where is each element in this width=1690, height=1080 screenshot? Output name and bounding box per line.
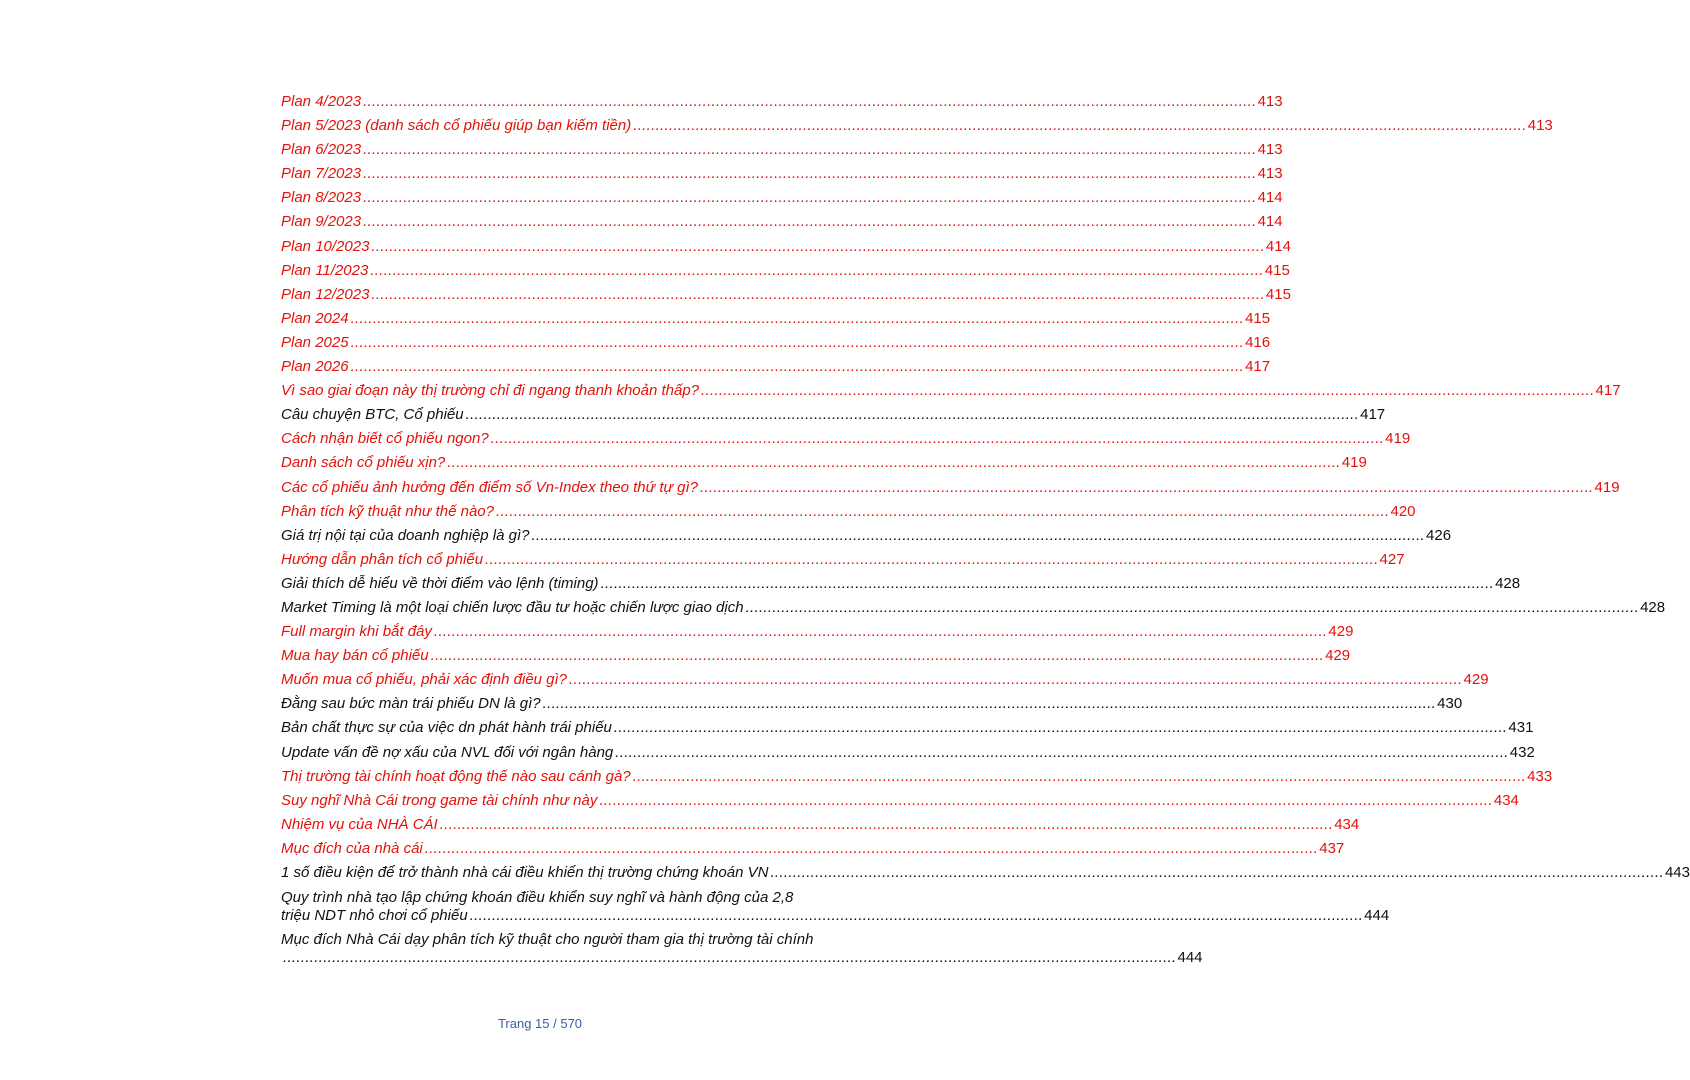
toc-entry-page: 419	[1341, 454, 1367, 472]
dot-leader	[363, 138, 1257, 162]
dot-leader	[569, 668, 1463, 692]
page-footer	[0, 1016, 1080, 1031]
dot-leader	[434, 620, 1328, 644]
toc-entry-title: Suy nghĩ Nhà Cái trong game tài chính như này	[281, 791, 598, 809]
toc-entry-title: Plan 10/2023	[281, 237, 370, 255]
toc-entry-title: Câu chuyện BTC, Cổ phiếu	[281, 406, 464, 424]
toc-entry[interactable]	[281, 668, 1489, 692]
toc-entry[interactable]	[281, 186, 1283, 210]
toc-entry-title: Giá trị nội tại của doanh nghiệp là gì?	[281, 526, 530, 544]
toc-entry[interactable]	[281, 138, 1283, 162]
toc-entry-page: 428	[1640, 598, 1666, 616]
dot-leader	[283, 949, 1177, 967]
dot-leader	[543, 692, 1437, 716]
toc-entry-page: 419	[1594, 478, 1620, 496]
toc-entry-page: 417	[1245, 358, 1271, 376]
toc-entry-page: 414	[1257, 189, 1283, 207]
toc-entry[interactable]	[281, 307, 1271, 331]
dot-leader	[599, 789, 1493, 813]
toc-entry[interactable]	[281, 716, 1534, 740]
dot-leader	[371, 283, 1265, 307]
toc-entry-page: 415	[1245, 309, 1271, 327]
dot-leader	[351, 331, 1245, 355]
toc-entry-page: 432	[1509, 743, 1535, 761]
toc-entry-page: 414	[1265, 237, 1291, 255]
toc-entry-title: Plan 5/2023 (danh sách cổ phiếu giúp bạn kiếm tiền)	[281, 117, 632, 135]
toc-entry-title: Hướng dẫn phân tích cổ phiếu	[281, 550, 484, 568]
toc-entry[interactable]	[281, 283, 1291, 307]
toc-entry[interactable]	[281, 692, 1463, 716]
dot-leader	[466, 403, 1360, 427]
toc-entry[interactable]	[281, 162, 1283, 186]
toc-entry-page: 434	[1334, 815, 1360, 833]
toc-entry-page: 443	[1664, 864, 1690, 881]
dot-leader	[701, 379, 1595, 403]
toc-entry[interactable]	[281, 476, 1620, 500]
toc-entry[interactable]	[281, 837, 1345, 861]
toc-entry-page: 415	[1264, 261, 1290, 279]
toc-entry-title: Phân tích kỹ thuật như thế nào?	[281, 502, 494, 520]
toc-entry[interactable]	[281, 813, 1360, 837]
dot-leader	[425, 837, 1319, 861]
toc-entry-title: Thị trường tài chính hoạt động thế nào sau cánh gà?	[281, 767, 631, 785]
toc-entry[interactable]	[281, 644, 1351, 668]
toc-entry-title-line2: triệu NDT nhỏ chơi cổ phiếu	[281, 907, 468, 925]
toc-entry[interactable]	[281, 765, 1553, 789]
dot-leader	[363, 90, 1257, 114]
toc-entry-page: 413	[1257, 141, 1283, 159]
page-number-label: Trang 15 / 570	[497, 1016, 583, 1031]
toc-entry[interactable]	[281, 90, 1283, 114]
toc-entry[interactable]	[281, 235, 1291, 259]
dot-leader	[470, 907, 1364, 925]
toc-entry[interactable]	[281, 741, 1535, 765]
dot-leader	[363, 210, 1257, 234]
toc-entry-multiline[interactable]	[281, 927, 1203, 969]
toc-entry[interactable]	[281, 500, 1416, 524]
toc-entry-page: 415	[1265, 285, 1291, 303]
toc-entry[interactable]	[281, 210, 1283, 234]
toc-entry-title: Plan 4/2023	[281, 93, 362, 110]
dot-leader	[440, 813, 1334, 837]
toc-entry[interactable]	[281, 596, 1666, 620]
toc-entry-title: Plan 2025	[281, 333, 349, 351]
toc-entry-page: 428	[1495, 574, 1521, 592]
toc-entry-title: Plan 8/2023	[281, 189, 362, 207]
toc-entry-page: 431	[1508, 719, 1534, 737]
dot-leader	[601, 572, 1495, 596]
toc-entry[interactable]	[281, 427, 1411, 451]
toc-entry[interactable]	[281, 331, 1271, 355]
dot-leader	[532, 524, 1426, 548]
toc-entry[interactable]	[281, 379, 1621, 403]
toc-entry-title: Các cổ phiếu ảnh hưởng đến điểm số Vn-Index theo thứ tự gì?	[281, 478, 699, 496]
toc-entry-page: 413	[1257, 165, 1283, 183]
toc-entry-title: Nhiệm vụ của NHÀ CÁI	[281, 815, 438, 833]
toc-entry-page: 429	[1325, 647, 1351, 665]
toc-entry-title: Market Timing là một loại chiến lược đầu tư hoặc chiến lược giao dịch	[281, 598, 744, 616]
dot-leader	[363, 186, 1257, 210]
toc-entry-multiline[interactable]	[281, 885, 1390, 927]
dot-leader	[633, 114, 1527, 138]
toc-entry[interactable]	[281, 451, 1367, 475]
toc-entry-page: 444	[1364, 907, 1390, 925]
toc-entry[interactable]	[281, 572, 1521, 596]
toc-entry-page: 417	[1595, 382, 1621, 400]
toc-entry-title: Muốn mua cổ phiếu, phải xác định điều gì?	[281, 671, 568, 689]
dot-leader	[363, 162, 1257, 186]
dot-leader	[746, 596, 1640, 620]
dot-leader	[770, 861, 1664, 885]
dot-leader	[633, 765, 1527, 789]
toc-entry-title: Plan 9/2023	[281, 213, 362, 231]
toc-entry-title: Bản chất thực sự của việc dn phát hành trái phiếu	[281, 719, 612, 737]
toc-entry-title: Plan 12/2023	[281, 285, 370, 303]
toc-entry-title: Plan 7/2023	[281, 165, 362, 183]
toc-entry-title-line1: Mục đích Nhà Cái dạy phân tích kỹ thuật cho người tham gia thị trường tài chính	[281, 931, 814, 949]
toc-entry-page: 434	[1493, 791, 1519, 809]
toc-entry-title: Đằng sau bức màn trái phiếu DN là gì?	[281, 695, 541, 713]
toc-entry-page: 420	[1390, 502, 1416, 520]
toc-entry[interactable]	[281, 114, 1553, 138]
toc-entry-title: Plan 6/2023	[281, 141, 362, 159]
toc-entry-page: 413	[1257, 93, 1283, 110]
dot-leader	[485, 548, 1379, 572]
toc-entry-title: Giải thích dễ hiểu về thời điểm vào lệnh (timing)	[281, 574, 599, 592]
toc-entry-page: 417	[1360, 406, 1386, 424]
toc-entry-page: 413	[1527, 117, 1553, 135]
toc-entry[interactable]	[281, 259, 1290, 283]
dot-leader	[700, 476, 1594, 500]
toc-entry-title: 1 số điều kiện để trở thành nhà cái điều khiển thị trường chứng khoán VN	[281, 864, 769, 881]
dot-leader	[351, 355, 1245, 379]
toc-entry-title: Mục đích của nhà cái	[281, 839, 423, 857]
dot-leader	[491, 427, 1385, 451]
toc-entry-title: Cách nhận biết cổ phiếu ngon?	[281, 430, 489, 448]
toc-entry-title: Mua hay bán cổ phiếu	[281, 647, 429, 665]
toc-entry[interactable]	[281, 548, 1405, 572]
toc-entry-page: 429	[1328, 623, 1354, 641]
toc-entry-title: Update vấn đề nợ xấu của NVL đối với ngân hàng	[281, 743, 614, 761]
toc-entry-page: 414	[1257, 213, 1283, 231]
toc-entry[interactable]	[281, 789, 1519, 813]
toc-entry[interactable]	[281, 355, 1271, 379]
toc-entry-title: Danh sách cổ phiếu xịn?	[281, 454, 446, 472]
toc-entry-title: Plan 2024	[281, 309, 349, 327]
dot-leader	[371, 235, 1265, 259]
toc-list	[281, 90, 1690, 885]
toc-entry-title: Plan 11/2023	[281, 261, 369, 279]
table-of-contents	[281, 90, 1690, 969]
dot-leader	[431, 644, 1325, 668]
dot-leader	[496, 500, 1390, 524]
dot-leader	[351, 307, 1245, 331]
toc-entry-page: 444	[1177, 949, 1203, 967]
toc-entry-page: 433	[1527, 767, 1553, 785]
toc-entry-page: 427	[1379, 550, 1405, 568]
toc-entry-page: 426	[1426, 526, 1452, 544]
toc-entry-page: 429	[1463, 671, 1489, 689]
toc-entry[interactable]	[281, 403, 1386, 427]
toc-entry-page: 419	[1385, 430, 1411, 448]
toc-entry-page: 416	[1245, 333, 1271, 351]
toc-entry[interactable]	[281, 524, 1452, 548]
toc-entry[interactable]	[281, 620, 1354, 644]
toc-entry-title: Plan 2026	[281, 358, 349, 376]
toc-entry-title: Vì sao giai đoạn này thị trường chỉ đi ngang thanh khoản thấp?	[281, 382, 700, 400]
dot-leader	[615, 741, 1509, 765]
toc-entry-title: Full margin khi bắt đáy	[281, 623, 432, 641]
dot-leader	[447, 451, 1341, 475]
toc-entry-page: 430	[1437, 695, 1463, 713]
dot-leader	[614, 716, 1508, 740]
dot-leader	[370, 259, 1264, 283]
toc-entry[interactable]	[281, 861, 1690, 885]
toc-entry-page: 437	[1319, 839, 1345, 857]
toc-entry-title-line1: Quy trình nhà tạo lập chứng khoán điều khiển suy nghĩ và hành động của 2,8	[281, 889, 794, 907]
